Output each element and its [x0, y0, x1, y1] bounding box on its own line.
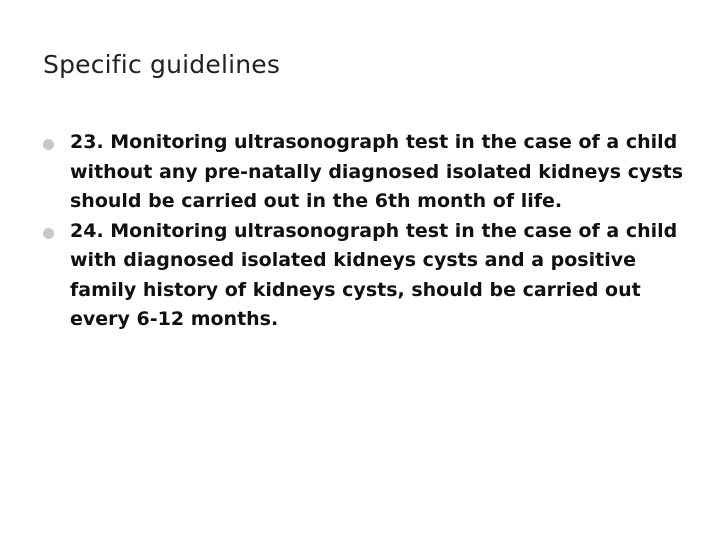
list-item	[43, 217, 693, 335]
bullet-text: 24. Monitoring ultrasonograph test in the case of a child with diagnosed isolated kidneys cysts and a positive family history of kidneys cysts, should be carried out every 6-12 months.	[70, 219, 678, 330]
bullet-dot-icon	[43, 228, 54, 239]
bullet-list	[43, 128, 693, 335]
slide-title: Specific guidelines	[43, 50, 281, 79]
bullet-dot-icon	[43, 139, 54, 150]
bullet-text: 23. Monitoring ultrasonograph test in the case of a child without any pre-natally diagnosed isolated kidneys cysts should be carried out in the 6th month of life.	[70, 131, 684, 212]
list-item	[43, 128, 693, 217]
